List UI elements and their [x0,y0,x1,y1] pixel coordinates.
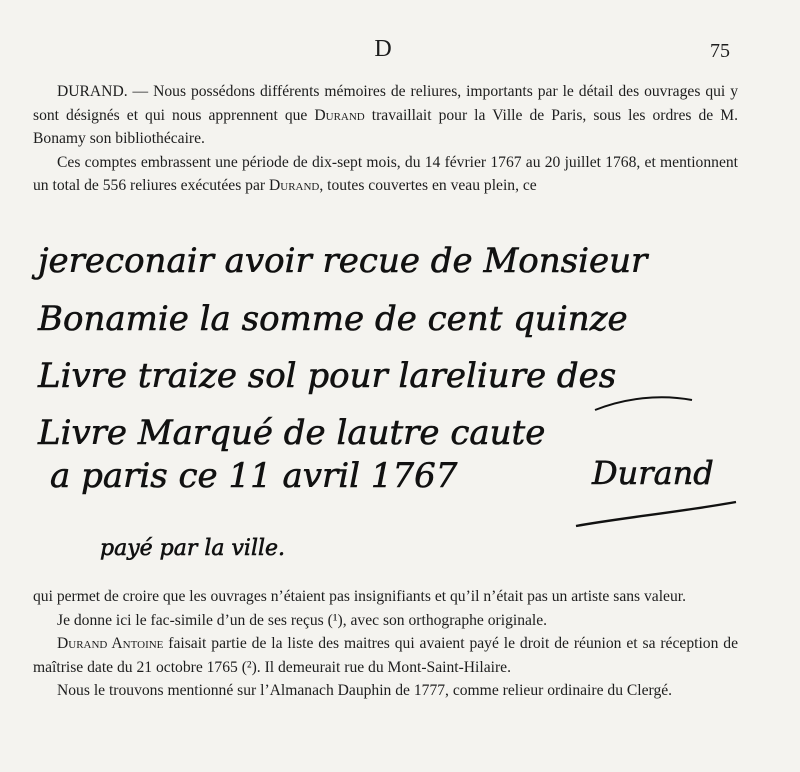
name-smallcaps: Durand Antoine [57,635,164,653]
entry-name: DURAND. [57,83,128,100]
paragraph-value: qui permet de croire que les ouvrages n’étaient pas insignifiants et qu’il n’était pas un artiste sans valeur. [33,588,687,605]
paragraph-almanach: Nous le trouvons mentionné sur l’Almanach Dauphin de 1777, comme relieur ordinaire du Clergé. [57,682,673,700]
flourish-stroke [595,397,692,410]
signature-underline [576,502,736,526]
receipt-line-5: a paris ce 11 avril 1767 [50,456,458,496]
paragraph-durand-intro: DURAND. — Nous possédons différents mémoires de reliures, importants par le détail des ouvrages qui y sont désignés et qui nous apprennent que Durand travaillait pour la Ville de Paris, sous les ordres de M. Bonamy son bibliothécaire. [33,83,738,148]
receipt-line-2: Bonamie la somme de cent quinze [38,299,628,339]
name-smallcaps: Durand [268,177,320,195]
receipt-line-4: Livre Marqué de lautre caute [38,413,546,453]
page-number: 75 [710,40,730,62]
paragraph-facsimile-note: Je donne ici le fac-simile d’un de ses reçus (¹), avec son orthographe originale. [57,611,548,629]
receipt-line-1: jereconair avoir recue de Monsieur [38,241,648,281]
section-letter: D [374,36,392,62]
handwritten-receipt-facsimile [20,222,780,567]
name-smallcaps: Durand [314,106,365,124]
paragraph-accounts: Ces comptes embrassent une période de dix-sept mois, du 14 février 1767 au 20 juillet 1768, et mentionnent un total de 556 reliures exécutées par Durand, toutes couvertes en veau plein, ce [33,153,738,195]
receipt-line-3: Livre traize sol pour lareliure des [38,356,617,396]
closing-text [33,585,738,703]
intro-text [33,80,738,198]
paragraph-antoine: Durand Antoine faisait partie de la liste des maitres qui avaient payé le droit de réunion et sa réception de maîtrise date du 21 octobre 1765 (²). Il demeurait rue du Mont-Saint-Hilaire. [33,635,738,676]
payment-note: payé par la ville. [100,536,286,561]
signature: Durand [592,454,714,492]
